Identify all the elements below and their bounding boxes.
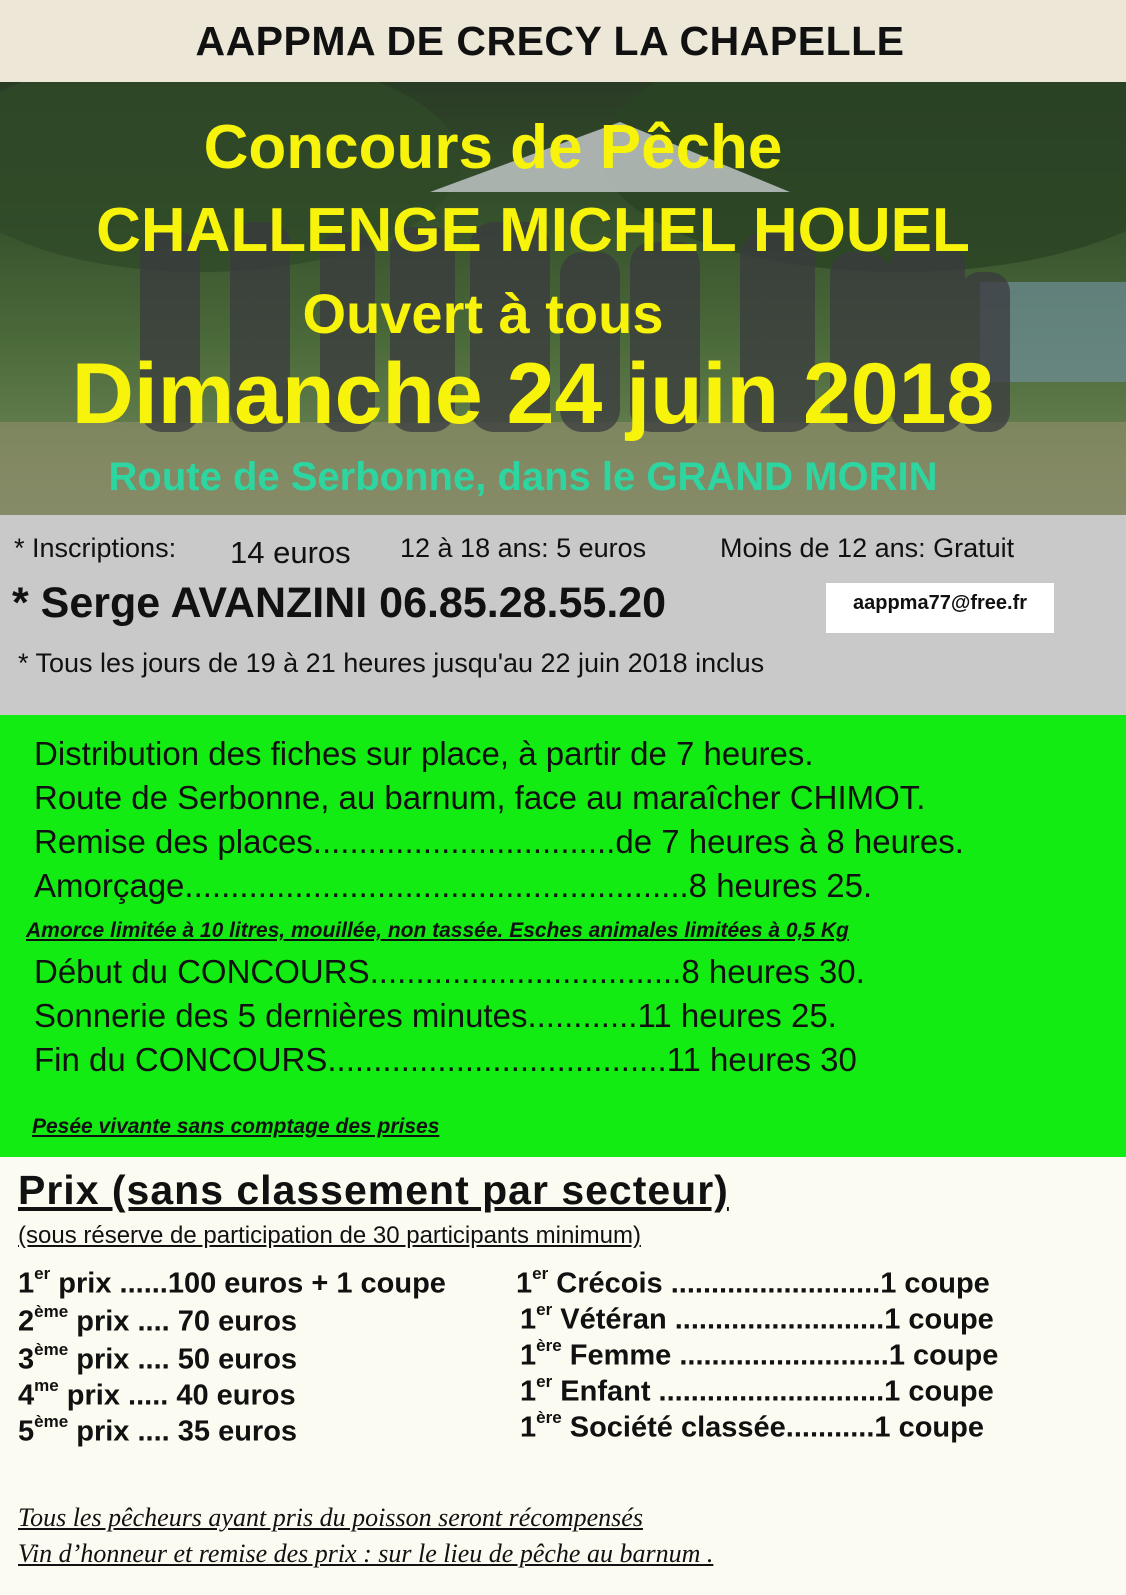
prize-row-right (516, 1264, 990, 1301)
prize-rank: 3 (18, 1343, 35, 1376)
prize-text: prix .... 70 euros (68, 1305, 298, 1338)
email-box: aappma77@free.fr (826, 583, 1054, 633)
challenge-name: CHALLENGE MICHEL HOUEL (96, 196, 970, 265)
prize-row-right (520, 1408, 984, 1445)
prize-text: prix .... 50 euros (68, 1343, 298, 1376)
schedule-line: Distribution des fiches sur place, à partir de 7 heures. (34, 735, 814, 772)
prize-rank: 1 (520, 1339, 537, 1372)
header-band (0, 0, 1126, 82)
prize-rank: 1 (18, 1267, 35, 1300)
schedule-line: Amorçage.......................................................8 heures 25. (34, 867, 873, 904)
association-title: AAPPMA DE CRECY LA CHAPELLE (195, 18, 905, 64)
prize-rank-suffix: me (34, 1376, 59, 1395)
prize-rank: 1 (520, 1303, 537, 1336)
prizes-title: Prix (sans classement par secteur) (18, 1167, 729, 1213)
prize-rank: 1 (520, 1411, 537, 1444)
prize-text: prix ......100 euros + 1 coupe (50, 1267, 446, 1300)
schedule-panel (0, 715, 1126, 1157)
youth-price: 12 à 18 ans: 5 euros (400, 533, 647, 563)
prize-rank: 1 (520, 1375, 537, 1408)
prize-row-left (18, 1376, 296, 1413)
contact-line: * Serge AVANZINI 06.85.28.55.20 (12, 579, 667, 627)
schedule-line: Sonnerie des 5 dernières minutes............11 heures 25. (34, 997, 837, 1034)
ceremony-note: Vin d’honneur et remise des prix : sur le lieu de pêche au barnum . (18, 1539, 714, 1568)
registration-price: 14 euros (230, 535, 351, 570)
prize-rank-suffix: ère (536, 1336, 562, 1355)
event-date: Dimanche 24 juin 2018 (71, 346, 995, 442)
prize-text: Société classée...........1 coupe (561, 1411, 984, 1444)
prize-rank-suffix: ème (34, 1412, 69, 1431)
prize-rank-suffix: er (536, 1372, 553, 1391)
prize-row-right (520, 1336, 999, 1373)
rewards-note: Tous les pêcheurs ayant pris du poisson seront récompensés (18, 1503, 643, 1532)
schedule-line: Remise des places.................................de 7 heures à 8 heures. (34, 823, 964, 860)
child-price: Moins de 12 ans: Gratuit (720, 533, 1015, 563)
prize-row-left (18, 1340, 298, 1377)
schedule-line: Route de Serbonne, au barnum, face au maraîcher CHIMOT. (34, 779, 926, 816)
open-to-all: Ouvert à tous (302, 282, 664, 345)
prize-rank: 5 (18, 1415, 35, 1448)
contest-title: Concours de Pêche (203, 113, 783, 182)
registration-panel (0, 515, 1126, 715)
prize-rank-suffix: er (536, 1300, 553, 1319)
prize-row-left (18, 1302, 298, 1339)
prize-rank-suffix: er (532, 1264, 549, 1283)
prize-text: prix ..... 40 euros (58, 1379, 296, 1412)
weighing-note: Pesée vivante sans comptage des prises (32, 1115, 440, 1138)
prize-rank-suffix: er (34, 1264, 51, 1283)
prize-rank: 2 (18, 1305, 35, 1338)
prize-text: prix .... 35 euros (68, 1415, 298, 1448)
prize-row-left (18, 1264, 446, 1301)
group-photo-banner (0, 82, 1126, 515)
prize-text: Femme ..........................1 coupe (561, 1339, 999, 1372)
registration-label: * Inscriptions: (14, 533, 177, 563)
prize-text: Crécois ..........................1 coupe (548, 1267, 990, 1300)
prize-row-right (520, 1372, 994, 1409)
prize-rank-suffix: ère (536, 1408, 562, 1427)
prize-row-left (18, 1412, 298, 1449)
prize-rank-suffix: ème (34, 1302, 69, 1321)
prize-row-right (520, 1300, 994, 1337)
prize-rank: 1 (516, 1267, 533, 1300)
prizes-subtitle: (sous réserve de participation de 30 participants minimum) (18, 1222, 641, 1249)
prize-text: Enfant ............................1 coupe (552, 1375, 994, 1408)
prize-rank: 4 (18, 1379, 35, 1412)
event-location: Route de Serbonne, dans le GRAND MORIN (108, 455, 938, 499)
schedule-line: Début du CONCOURS..................................8 heures 30. (34, 953, 865, 990)
registration-hours: * Tous les jours de 19 à 21 heures jusqu'au 22 juin 2018 inclus (18, 648, 765, 678)
schedule-line: Fin du CONCOURS.....................................11 heures 30 (34, 1041, 857, 1078)
prizes-panel (0, 1157, 1126, 1595)
bait-rules-note: Amorce limitée à 10 litres, mouillée, non tassée. Esches animales limitées à 0,5 Kg (26, 919, 849, 942)
prize-rank-suffix: ème (34, 1340, 69, 1359)
prize-text: Vétéran ..........................1 coupe (552, 1303, 994, 1336)
